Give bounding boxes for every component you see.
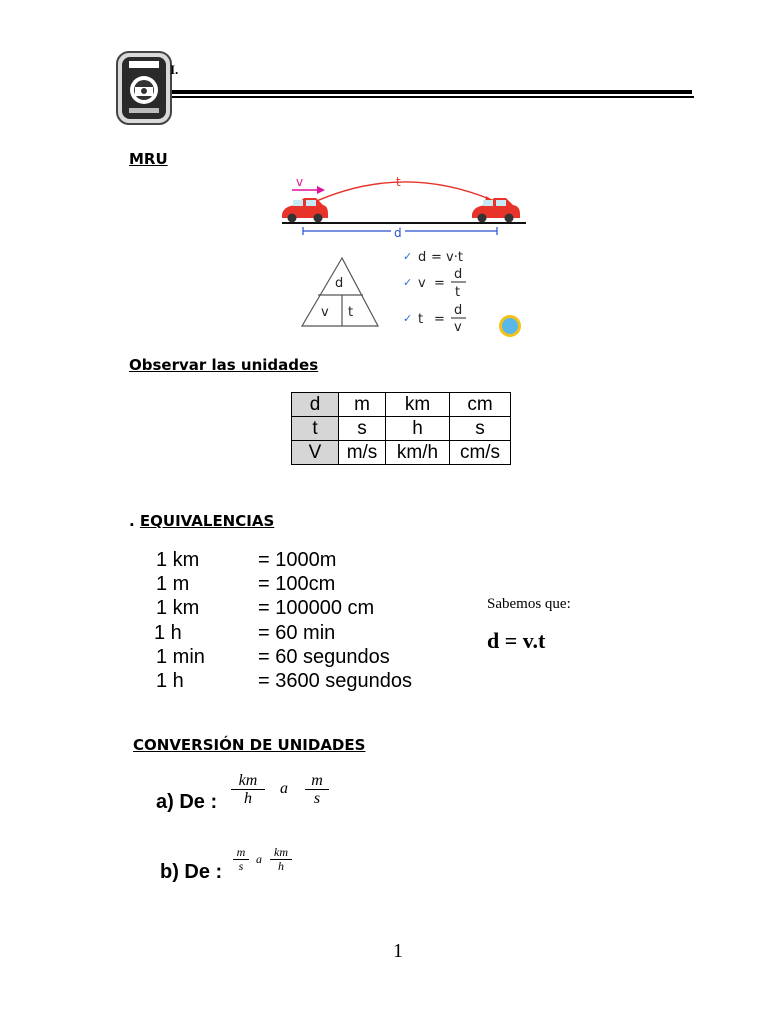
mru-diagram xyxy=(270,170,540,345)
check-icon: ✓ xyxy=(403,250,413,263)
header-mark: I. xyxy=(170,62,179,77)
table-cell: cm/s xyxy=(450,441,511,465)
list-item: 1 m = 100cm xyxy=(156,573,336,596)
svg-text:= v·t: = v·t xyxy=(431,250,463,265)
svg-text:v: v xyxy=(454,320,462,335)
list-item: 1 km = 100000 cm xyxy=(156,597,375,620)
table-cell: h xyxy=(386,417,450,441)
conversion-heading: CONVERSIÓN DE UNIDADES xyxy=(133,736,366,754)
equivalences-prefix: . xyxy=(129,512,140,530)
d-label: d xyxy=(394,226,402,240)
table-cell: s xyxy=(339,417,386,441)
triangle-v: v xyxy=(321,305,329,320)
svg-text:t: t xyxy=(418,312,424,327)
car-icon-start xyxy=(282,198,328,223)
table-cell: km xyxy=(386,393,450,417)
conversion-separator: a xyxy=(256,852,262,866)
svg-text:v: v xyxy=(418,276,426,291)
conversion-b-label: b) De : xyxy=(160,861,223,883)
units-heading: Observar las unidades xyxy=(129,356,319,374)
row-header: d xyxy=(292,393,339,417)
list-item: 1 km = 1000m xyxy=(156,549,337,571)
table-row xyxy=(292,417,511,441)
row-header: t xyxy=(292,417,339,441)
t-label: t xyxy=(396,175,401,189)
table-row xyxy=(292,393,511,417)
svg-text:t: t xyxy=(455,285,461,300)
equivalences-list xyxy=(156,548,412,693)
svg-text:d: d xyxy=(418,250,427,265)
row-header: V xyxy=(292,441,339,465)
list-item: 1 h = 3600 segundos xyxy=(156,670,413,693)
table-cell: cm xyxy=(450,393,511,417)
list-item: 1 h = 60 min xyxy=(154,621,336,644)
list-item: 1 min = 60 segundos xyxy=(156,645,390,668)
page-number: 1 xyxy=(393,940,403,962)
conversion-separator: a xyxy=(280,780,288,797)
fraction-to: m s xyxy=(305,772,329,807)
equivalences-heading-line xyxy=(129,512,274,530)
header-rule-thin xyxy=(172,96,694,98)
header-rule xyxy=(172,90,692,94)
fraction-to: km h xyxy=(270,846,292,873)
triangle-t: t xyxy=(348,305,354,320)
equivalences-heading: EQUIVALENCIAS xyxy=(139,512,275,530)
svg-text:d: d xyxy=(454,303,463,318)
conversion-a-label: a) De : xyxy=(156,791,218,813)
svg-text:=: = xyxy=(434,312,445,327)
car-icon-end xyxy=(472,198,520,223)
units-table xyxy=(291,392,511,465)
table-cell: s xyxy=(450,417,511,441)
svg-text:=: = xyxy=(434,276,445,291)
fraction-from: km h xyxy=(231,772,265,807)
formula-triangle xyxy=(302,258,378,326)
note-text: Sabemos que: xyxy=(487,596,571,612)
table-row xyxy=(292,441,511,465)
mru-heading: MRU xyxy=(129,150,168,168)
fraction-from: m s xyxy=(233,846,249,873)
table-cell: m xyxy=(339,393,386,417)
triangle-d: d xyxy=(335,276,344,291)
check-icon: ✓ xyxy=(403,276,413,289)
school-logo xyxy=(115,50,173,126)
table-cell: km/h xyxy=(386,441,450,465)
table-cell: m/s xyxy=(339,441,386,465)
main-formula: d = v.t xyxy=(487,628,546,653)
check-icon: ✓ xyxy=(403,312,413,325)
badge-icon xyxy=(499,315,521,337)
svg-text:d: d xyxy=(454,267,463,282)
v-label: v xyxy=(296,175,304,189)
time-arc xyxy=(310,182,492,204)
